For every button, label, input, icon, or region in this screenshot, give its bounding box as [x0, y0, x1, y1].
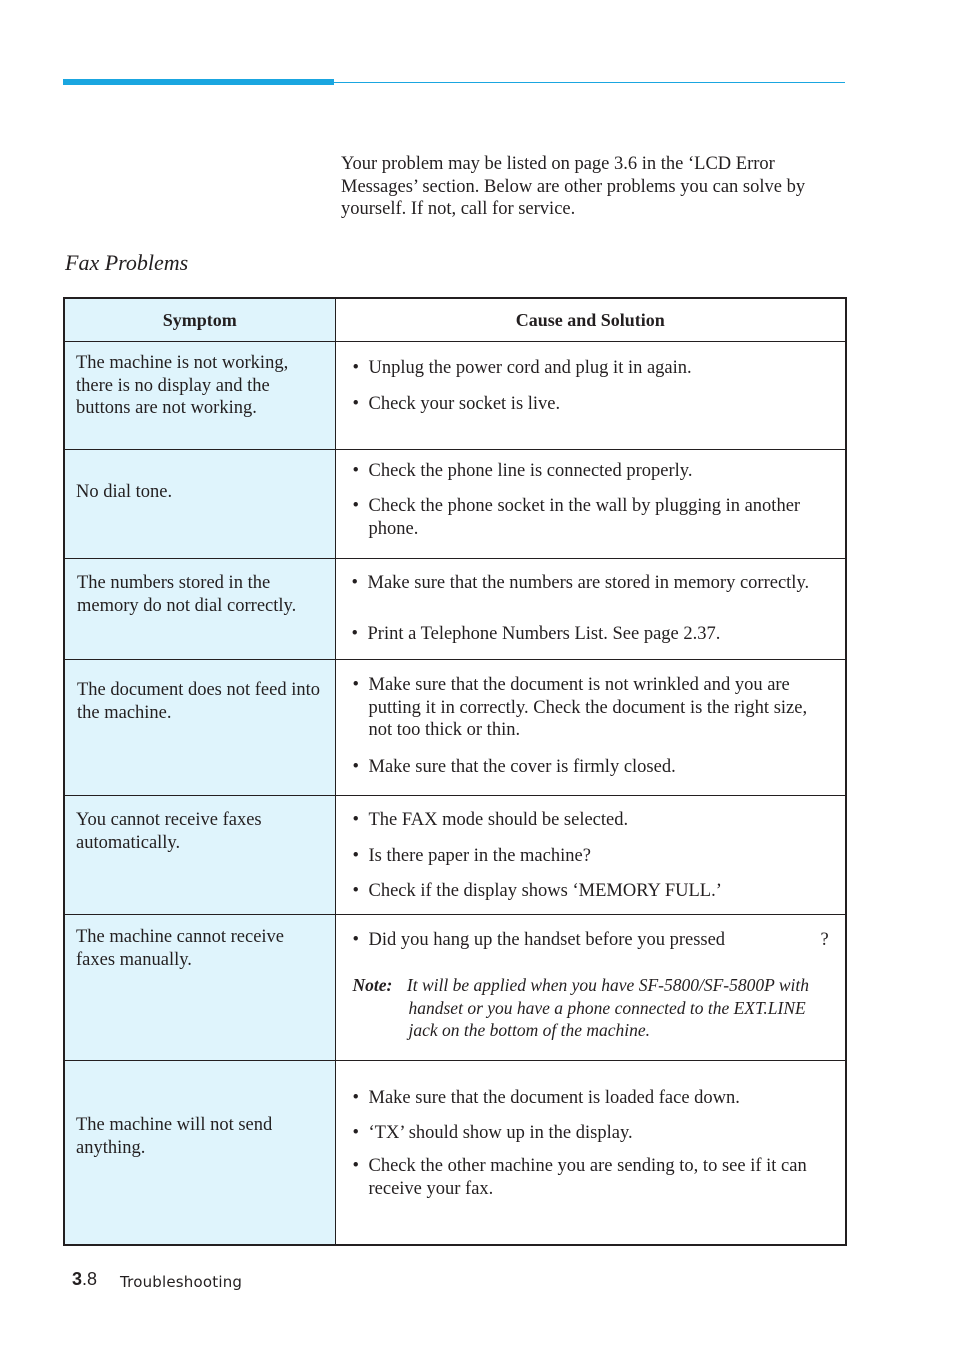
header-rule-line	[334, 82, 845, 83]
symptom-cell	[64, 342, 335, 450]
solution-item: • Check your socket is live.	[353, 393, 836, 416]
symptom-text: You cannot receive faxes automatically.	[76, 810, 262, 853]
solution-item: • Unplug the power cord and plug it in again.	[353, 357, 836, 380]
solution-cell	[335, 559, 846, 660]
symptom-text: The document does not feed into the machine.	[77, 680, 321, 723]
solution-cell	[335, 660, 846, 796]
table-row	[64, 1061, 846, 1245]
solution-item: • Check the other machine you are sending to, to see if it can receive your fax.	[353, 1155, 836, 1200]
header-symptom: Symptom	[64, 298, 335, 342]
solution-item: • The FAX mode should be selected.	[353, 809, 836, 832]
solution-cell	[335, 796, 846, 915]
symptom-text: The machine will not send anything.	[76, 1115, 273, 1158]
table-row	[64, 559, 846, 660]
solution-item: • Check if the display shows ‘MEMORY FULL.’	[353, 880, 836, 903]
symptom-cell	[64, 796, 335, 915]
solution-item: • Make sure that the document is loaded face down.	[353, 1087, 836, 1110]
solution-item: • Check the phone socket in the wall by plugging in another phone.	[353, 495, 836, 540]
header-cause-solution: Cause and Solution	[335, 298, 846, 342]
solution-cell	[335, 342, 846, 450]
symptom-text: The machine is not working, there is no display and the buttons are not working.	[76, 353, 289, 419]
solution-item: • Make sure that the numbers are stored in memory correctly.	[352, 572, 836, 595]
table-row	[64, 450, 846, 559]
symptom-cell	[64, 450, 335, 559]
symptom-cell	[64, 559, 335, 660]
solution-item-text: Did you hang up the handset before you pressed	[368, 930, 726, 950]
table-row	[64, 915, 846, 1061]
footer-section-label: Troubleshooting	[120, 1273, 243, 1291]
note-label: Note:	[352, 975, 393, 995]
solution-item: • Is there paper in the machine?	[353, 845, 836, 868]
solution-item: • ‘TX’ should show up in the display.	[353, 1122, 836, 1145]
solution-cell	[335, 915, 846, 1061]
symptom-cell	[64, 1061, 335, 1245]
solution-cell	[335, 1061, 846, 1245]
solution-item: • Did you hang up the handset before you pressed ?	[353, 929, 836, 952]
symptom-cell	[64, 915, 335, 1061]
table-row	[64, 660, 846, 796]
solution-item: • Print a Telephone Numbers List. See page 2.37.	[352, 623, 836, 646]
note-block	[353, 974, 836, 1042]
symptom-text: The numbers stored in the memory do not dial correctly.	[77, 573, 297, 616]
intro-paragraph: Your problem may be listed on page 3.6 in the ‘LCD Error Messages’ section. Below are other problems you can solve by yourself. If not, call for service.	[341, 154, 806, 220]
symptom-text: The machine cannot receive faxes manually.	[76, 927, 285, 970]
symptom-cell	[64, 660, 335, 796]
solution-item: • Make sure that the cover is firmly closed.	[353, 756, 836, 779]
note-text: It will be applied when you have SF-5800/SF-5800P with handset or you have a phone connected to the EXT.LINE jack on the bottom of the machine.	[406, 975, 809, 1041]
header-rule-accent	[63, 79, 334, 85]
section-title: Fax Problems	[65, 250, 189, 275]
troubleshooting-table	[63, 297, 847, 1246]
table-header-row	[64, 298, 846, 342]
solution-item: • Check the phone line is connected properly.	[353, 460, 836, 483]
page-number: 3.8	[72, 1269, 98, 1289]
symptom-text: No dial tone.	[76, 482, 173, 502]
solution-cell	[335, 450, 846, 559]
table-row	[64, 342, 846, 450]
table-row	[64, 796, 846, 915]
solution-item: • Make sure that the document is not wrinkled and you are putting it in correctly. Check the document is the right size, not too thick or thin.	[353, 674, 836, 742]
